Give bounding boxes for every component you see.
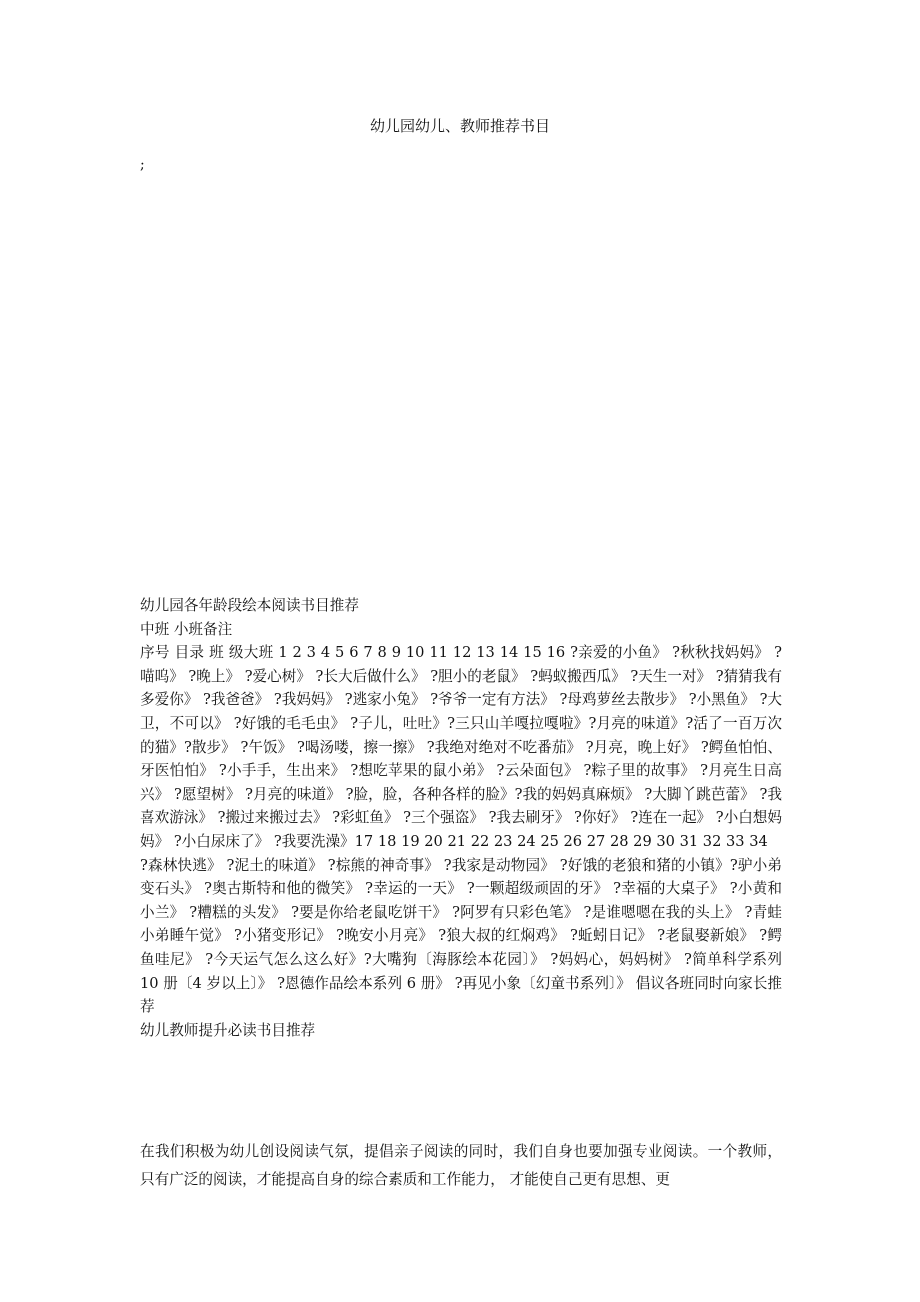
section-heading: 幼儿园各年龄段绘本阅读书目推荐 — [140, 597, 359, 614]
teacher-section-heading: 幼儿教师提升必读书目推荐 — [140, 1021, 316, 1039]
table-header: 中班 小班备注 — [140, 620, 233, 638]
picture-book-section — [140, 594, 782, 1042]
stray-mark: ; — [140, 157, 145, 173]
intro-paragraph — [140, 1138, 782, 1193]
intro-text: 在我们积极为幼儿创设阅读气氛，提倡亲子阅读的同时，我们自身也要加强专业阅读。一个教师，只有广泛的阅读，才能提高自身的综合素质和工作能力， 才能使自己更有思想、更 — [140, 1143, 782, 1188]
document-title: 幼儿园幼儿、教师推荐书目 — [369, 117, 550, 135]
book-list: 序号 目录 班 级大班 1 2 3 4 5 6 7 8 9 10 11 12 13 14 15 16 ?亲爱的小鱼》 ?秋秋找妈妈》 ?喵呜》 ?晚上》 ?爱心树》 ?长大后做什么》 ?胆小的老鼠》 ?蚂蚁搬西瓜》 ?天生一对》 ?猜猜我有多爱你》 ?我爸爸》 ?我妈妈》 ?逃家小兔》 ?爷爷一定有方法》 ?母鸡萝丝去散步》 ?小黑鱼》 ?大卫，不可以》 ?好饿的毛毛虫》 ?子儿，吐吐》?三只山羊嘎拉嘎啦》?月亮的味道》?活了一百万次的猫》?散步》 ?午饭》 ?喝汤喽，擦一擦》 ?我绝对绝对不吃番茄》 ?月亮，晚上好》 ?鳄鱼怕怕、牙医怕怕》 ?小手手，生出来》 ?想吃苹果的鼠小弟》 ?云朵面包》 ?粽子里的故事》 ?月亮生日高兴》 ?愿望树》 ?月亮的味道》 ?脸，脸，各种各样的脸》?我的妈妈真麻烦》 ?大脚丫跳芭蕾》 ?我喜欢游泳》 ?搬过来搬过去》 ?彩虹鱼》 ?三个强盗》 ?我去刷牙》 ?你好》 ?连在一起》 ?小白想妈妈》 ?小白尿床了》 ?我要洗澡》17 18 19 20 21 22 23 24 25 26 27 28 29 30 31 32 33 34 — [140, 644, 782, 850]
book-list-continued: ?森林快逃》 ?泥土的味道》 ?棕熊的神奇事》 ?我家是动物园》 ?好饿的老狼和猪的小镇》?驴小弟变石头》 ?奥古斯特和他的微笑》 ?幸运的一天》 ?一颗超级顽固的牙》 ?幸福的大桌子》 ?小黄和小兰》 ?糟糕的头发》 ?要是你给老鼠吃饼干》 ?阿罗有只彩色笔》 ?是谁嗯嗯在我的头上》 ?青蛙小弟睡午觉》 ?小猪变形记》 ?晚安小月亮》 ?狼大叔的红焖鸡》 ?蚯蚓日记》 ?老鼠娶新娘》 ?鳄鱼哇尼》 ?今天运气怎么这么好》?大嘴狗〔海豚绘本花园〕》 ?妈妈心，妈妈树》 ?简单科学系列 10 册〔4 岁以上〕》 ?恩德作品绘本系列 6 册》 ?再见小象〔幻童书系列〕》 倡议各班同时向家长推荐 — [140, 856, 782, 1016]
